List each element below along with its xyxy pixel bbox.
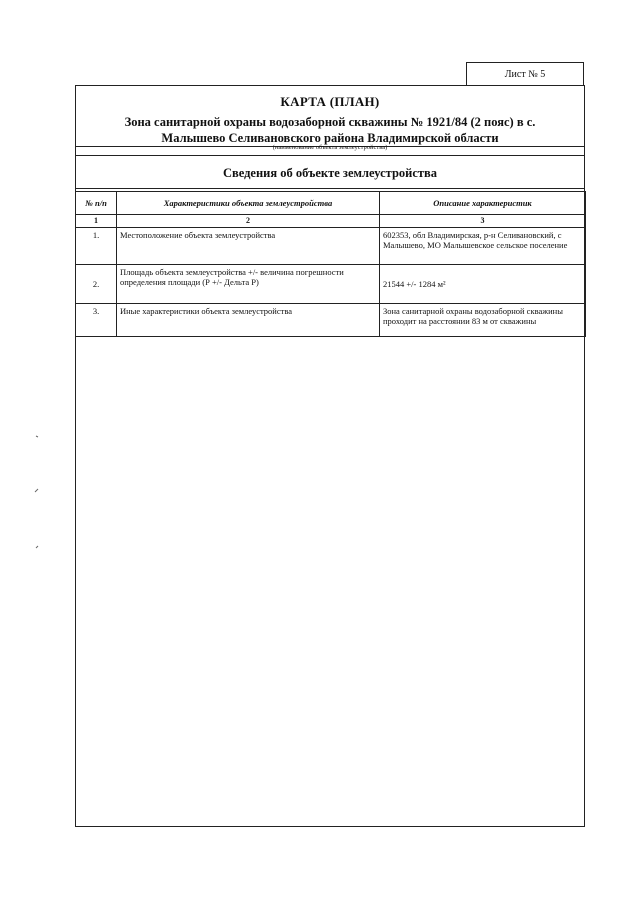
row-description: 21544 +/- 1284 м² bbox=[380, 265, 586, 304]
object-info-table bbox=[75, 191, 586, 337]
sheet-number: Лист № 5 bbox=[504, 69, 546, 80]
section-divider bbox=[76, 188, 584, 189]
subtitle-line-1: Зона санитарной охраны водозаборной скважины № 1921/84 (2 пояс) в с. bbox=[124, 115, 536, 129]
column-number-row bbox=[76, 215, 586, 228]
column-number: 2 bbox=[117, 215, 380, 228]
header-characteristic: Характеристики объекта землеустройства bbox=[117, 192, 380, 215]
subtitle-line-2: Малышево Селивановского района Владимирской области bbox=[161, 131, 499, 145]
object-name-caption: (наименование объекта землеустройства) bbox=[272, 144, 388, 151]
table-row bbox=[76, 228, 586, 265]
row-number: 1. bbox=[76, 228, 117, 265]
document-title: КАРТА (ПЛАН) bbox=[280, 94, 380, 109]
column-number: 3 bbox=[380, 215, 586, 228]
sheet-number-box bbox=[466, 62, 584, 86]
row-characteristic: Площадь объекта землеустройства +/- величина погрешности определения площади (Р +/- Дельта Р) bbox=[117, 265, 380, 304]
row-number: 2. bbox=[76, 265, 117, 304]
header-num: № п/п bbox=[76, 192, 117, 215]
table-header-row bbox=[76, 192, 586, 215]
section-title: Сведения об объекте землеустройства bbox=[222, 166, 438, 180]
column-number: 1 bbox=[76, 215, 117, 228]
row-description: 602353, обл Владимирская, р-н Селивановский, с Малышево, МО Малышевское сельское поселение bbox=[380, 228, 586, 265]
row-characteristic: Иные характеристики объекта землеустройства bbox=[117, 304, 380, 337]
row-number: 3. bbox=[76, 304, 117, 337]
caption-divider-bottom bbox=[76, 155, 584, 156]
margin-scan-marks bbox=[30, 430, 44, 560]
document-subtitle bbox=[90, 114, 570, 146]
row-characteristic: Местоположение объекта землеустройства bbox=[117, 228, 380, 265]
table-row bbox=[76, 304, 586, 337]
row-description: Зона санитарной охраны водозаборной скважины проходит на расстоянии 83 м от скважины bbox=[380, 304, 586, 337]
header-description: Описание характеристик bbox=[380, 192, 586, 215]
table-row bbox=[76, 265, 586, 304]
